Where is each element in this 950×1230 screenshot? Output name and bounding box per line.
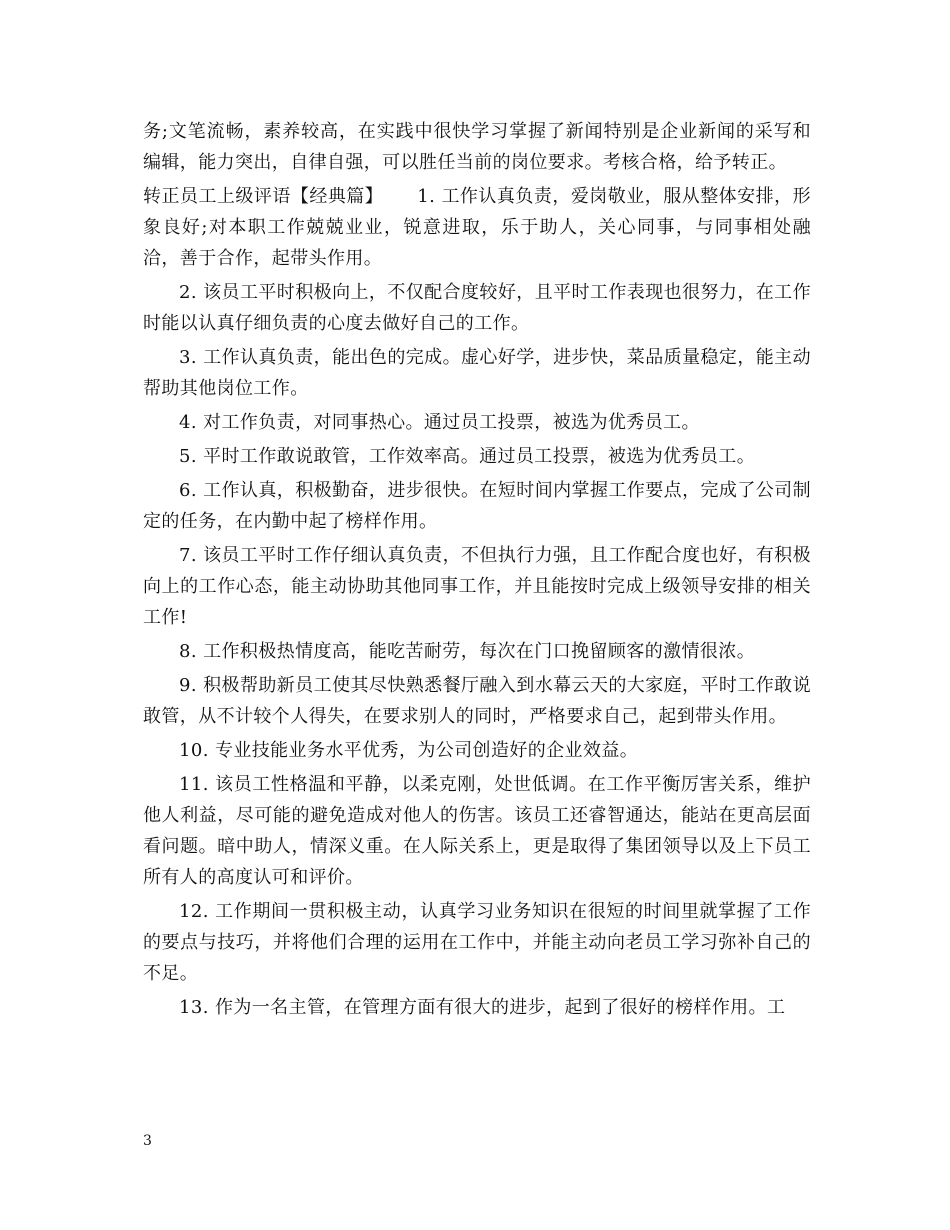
continuation-paragraph: 务;文笔流畅，素养较高，在实践中很快学习掌握了新闻特别是企业新闻的采写和编辑，能力突出，自律自强，可以胜任当前的岗位要求。考核合格，给予转正。 bbox=[143, 121, 811, 173]
item-paragraph-10: 10. 专业技能业务水平优秀，为公司创造好的企业效益。 bbox=[179, 740, 639, 761]
item-paragraph-6: 6. 工作认真，积极勤奋，进步很快。在短时间内掌握工作要点，完成了公司制定的任务，在内勤中起了榜样作用。 bbox=[143, 480, 811, 532]
item-paragraph-7: 7. 该员工平时工作仔细认真负责，不但执行力强，且工作配合度也好，有积极向上的工作心态，能主动协助其他同事工作，并且能按时完成上级领导安排的相关工作! bbox=[143, 545, 811, 628]
item-paragraph-9: 9. 积极帮助新员工使其尽快熟悉餐厅融入到水幕云天的大家庭，平时工作敢说敢管，从不计较个人得失，在要求别人的同时，严格要求自己，起到带头作用。 bbox=[143, 675, 811, 727]
item-paragraph-11: 11. 该员工性格温和平静，以柔克刚，处世低调。在工作平衡厉害关系，维护他人利益，尽可能的避免造成对他人的伤害。该员工还睿智通达，能站在更高层面看问题。暗中助人，情深义重。在人际关系上，更是取得了集团领导以及上下员工所有人的高度认可和评价。 bbox=[143, 774, 811, 888]
item-paragraph-13: 13. 作为一名主管，在管理方面有很大的进步，起到了很好的榜样作用。工 bbox=[179, 997, 786, 1018]
section-paragraph bbox=[143, 181, 811, 274]
section-heading: 转正员工上级评语【经典篇】 bbox=[143, 186, 384, 207]
item-paragraph-3: 3. 工作认真负责，能出色的完成。虚心好学，进步快，菜品质量稳定，能主动帮助其他岗位工作。 bbox=[143, 347, 811, 399]
item-paragraph-8: 8. 工作积极热情度高，能吃苦耐劳，每次在门口挽留顾客的激情很浓。 bbox=[179, 641, 756, 662]
item-paragraph-5: 5. 平时工作敢说敢管，工作效率高。通过员工投票，被选为优秀员工。 bbox=[179, 446, 756, 467]
item-1-text: 1. 工作认真负责，爱岗敬业，服从整体安排，形象良好;对本职工作兢兢业业，锐意进取，乐于助人，关心同事，与同事相处融洽，善于合作，起带头作用。 bbox=[143, 186, 811, 269]
item-paragraph-4: 4. 对工作负责，对同事热心。通过员工投票，被选为优秀员工。 bbox=[179, 412, 700, 433]
page-number: 3 bbox=[143, 1133, 152, 1149]
item-paragraph-12: 12. 工作期间一贯积极主动，认真学习业务知识在很短的时间里就掌握了工作的要点与技巧，并将他们合理的运用在工作中，并能主动向老员工学习弥补自己的不足。 bbox=[143, 901, 811, 984]
item-paragraph-2: 2. 该员工平时积极向上，不仅配合度较好，且平时工作表现也很努力，在工作时能以认真仔细负责的心度去做好自己的工作。 bbox=[143, 282, 811, 334]
document-body bbox=[143, 116, 811, 1026]
